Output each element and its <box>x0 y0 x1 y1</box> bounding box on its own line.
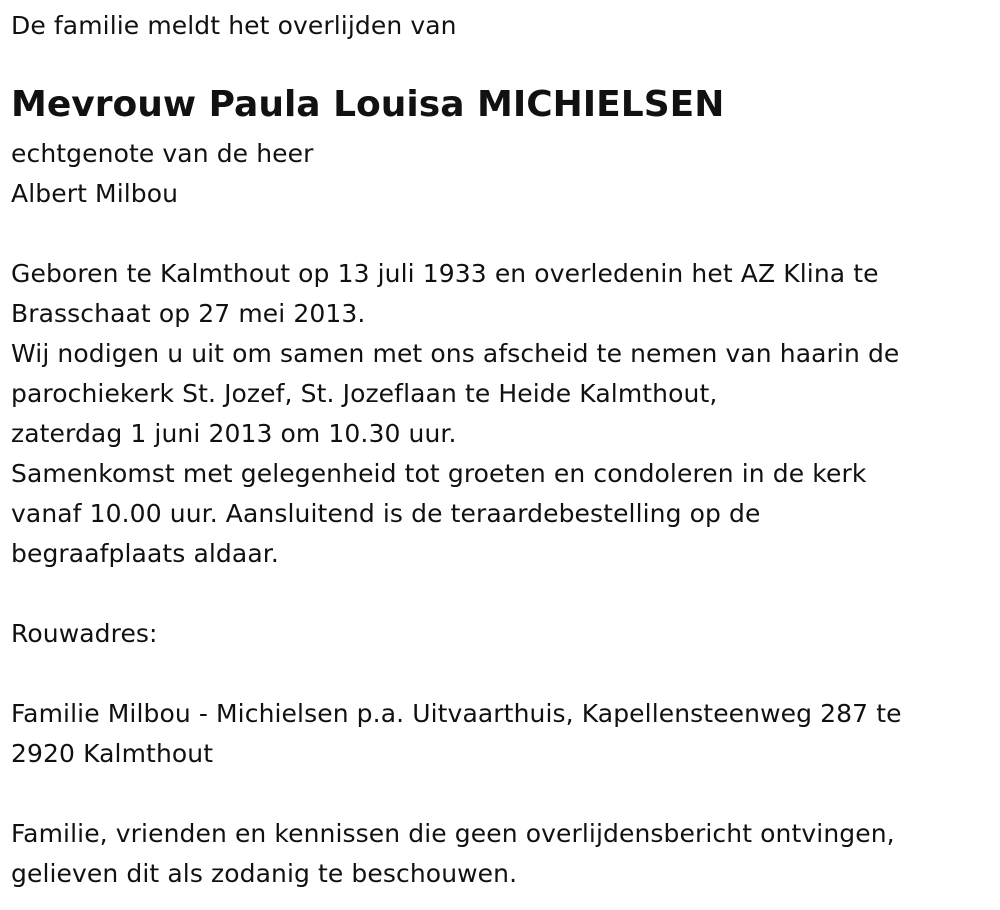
deceased-name: Mevrouw Paula Louisa MICHIELSEN <box>11 84 725 125</box>
body-line: begraafplaats aldaar. <box>11 539 279 568</box>
body-line: Geboren te Kalmthout op 13 juli 1933 en overledenin het AZ Klina te <box>11 259 879 288</box>
spouse-line: echtgenote van de heer <box>11 139 314 168</box>
funeral-details <box>11 254 899 574</box>
intro-text <box>11 6 457 46</box>
mourning-address <box>11 694 902 774</box>
spouse-line: Albert Milbou <box>11 179 179 208</box>
spouse-block <box>11 134 313 214</box>
body-line: Wij nodigen u uit om samen met ons afscheid te nemen van haarin de <box>11 339 900 368</box>
address-line: Familie Milbou - Michielsen p.a. Uitvaarthuis, Kapellensteenweg 287 te <box>11 699 902 728</box>
body-line: vanaf 10.00 uur. Aansluitend is de teraardebestelling op de <box>11 499 761 528</box>
closing-line: Familie, vrienden en kennissen die geen overlijdensbericht ontvingen, <box>11 819 895 848</box>
closing-note <box>11 814 895 894</box>
body-line: zaterdag 1 juni 2013 om 10.30 uur. <box>11 419 457 448</box>
address-line: 2920 Kalmthout <box>11 739 214 768</box>
closing-line: gelieven dit als zodanig te beschouwen. <box>11 859 518 888</box>
address-label <box>11 614 158 654</box>
body-line: parochiekerk St. Jozef, St. Jozeflaan te Heide Kalmthout, <box>11 379 718 408</box>
body-line: Samenkomst met gelegenheid tot groeten en condoleren in de kerk <box>11 459 867 488</box>
body-line: Brasschaat op 27 mei 2013. <box>11 299 366 328</box>
intro-line: De familie meldt het overlijden van <box>11 11 457 40</box>
address-label-line: Rouwadres: <box>11 619 158 648</box>
